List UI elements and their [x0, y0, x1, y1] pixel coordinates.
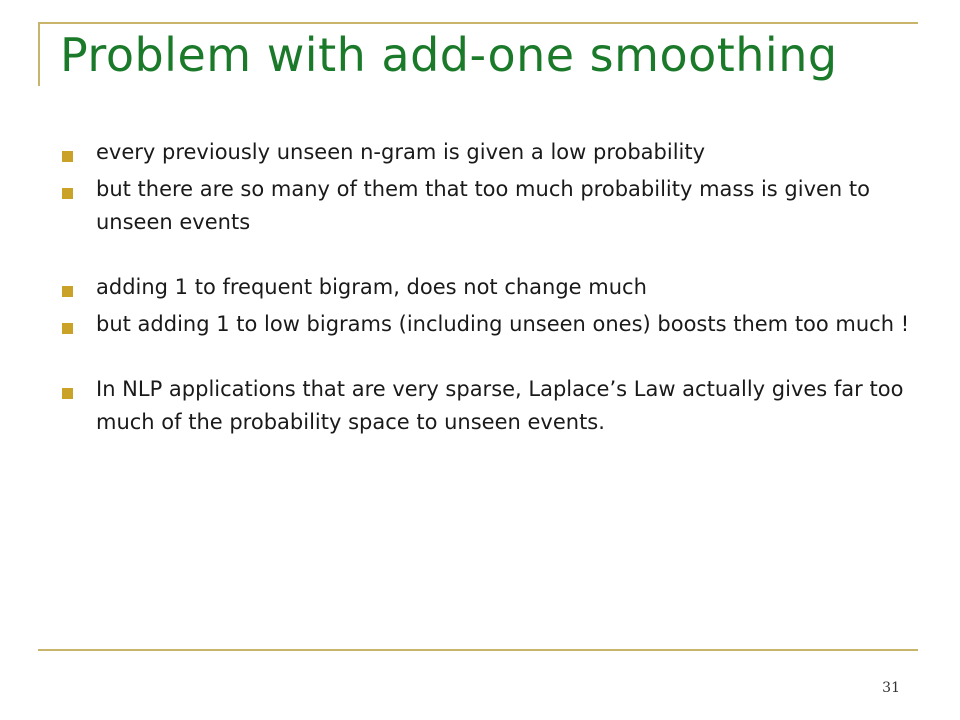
- square-bullet-icon: [62, 388, 73, 399]
- bullet-item-2: [60, 173, 910, 239]
- bullet-text: but adding 1 to low bigrams (including unseen ones) boosts them too much !: [96, 312, 910, 336]
- bullet-item-1: [60, 136, 910, 169]
- square-bullet-icon: [62, 286, 73, 297]
- bullet-list: [60, 136, 910, 439]
- slide-title: Problem with add-one smoothing: [60, 28, 838, 82]
- slide-frame-bottom-line: [38, 649, 918, 651]
- page-number: 31: [882, 680, 900, 696]
- bullet-item-3: [60, 271, 910, 304]
- bullet-text: every previously unseen n-gram is given a low probability: [96, 140, 706, 164]
- square-bullet-icon: [62, 151, 73, 162]
- bullet-text: adding 1 to frequent bigram, does not change much: [96, 275, 647, 299]
- square-bullet-icon: [62, 188, 73, 199]
- slide-frame-left-line: [38, 22, 40, 86]
- slide-frame-top-line: [38, 22, 918, 24]
- square-bullet-icon: [62, 323, 73, 334]
- bullet-text: In NLP applications that are very sparse, Laplace’s Law actually gives far too much of the probability space to unseen events.: [96, 377, 904, 434]
- bullet-item-4: [60, 308, 910, 341]
- bullet-item-5: [60, 373, 910, 439]
- bullet-text: but there are so many of them that too much probability mass is given to unseen events: [96, 177, 870, 234]
